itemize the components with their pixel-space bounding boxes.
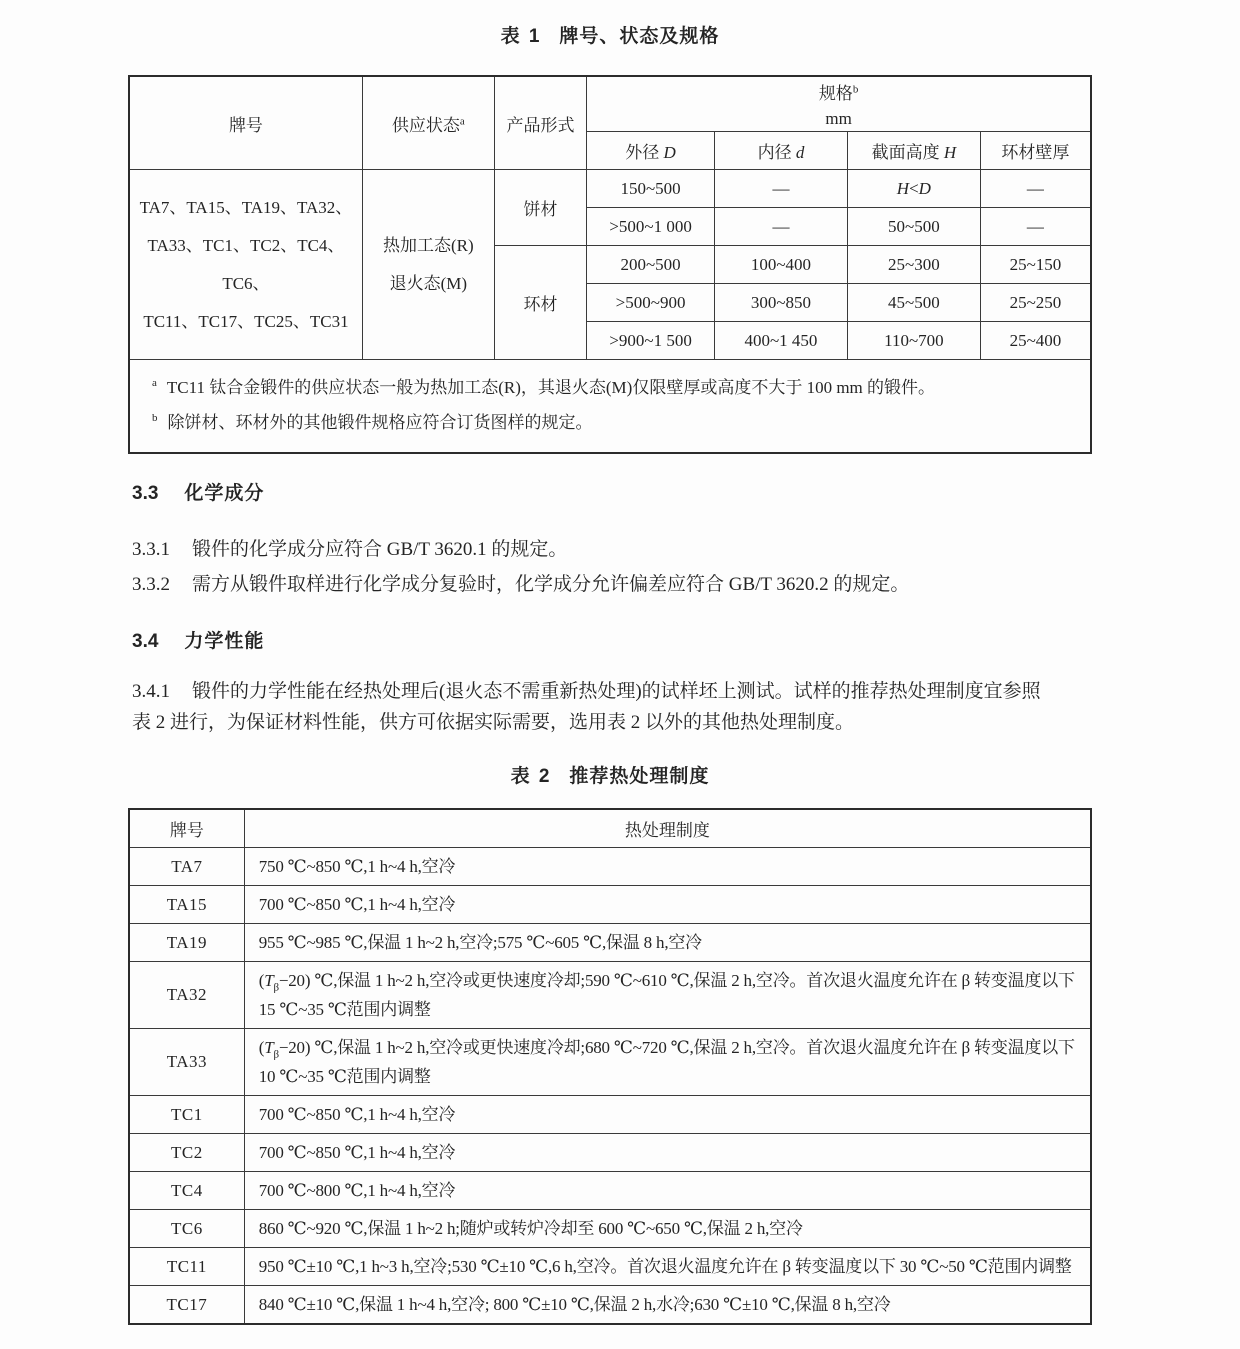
footnote-b [152,405,1080,440]
spec-cell: 50~500 [847,208,980,246]
table2-grade-cell: TC11 [129,1248,244,1286]
table1-title-label: 表 1 [500,26,542,47]
table2-grade-cell: TC2 [129,1134,244,1172]
para-number: 3.3.2 [132,574,170,595]
para-number: 3.3.1 [132,539,170,560]
spec-cell: 400~1 450 [715,322,848,360]
spec-cell: — [715,208,848,246]
spec-cell: >900~1 500 [587,322,715,360]
table2-regime-cell: $(T_\beta-20)$ ℃,保温 1 h~2 h,空冷或更快速度冷却;590 ℃~610 ℃,保温 2 h,空冷。首次退火温度允许在 β 转变温度以下 15 ℃~35 ℃范围内调整 [244,962,1091,1029]
table1-header-outer-diameter: 外径 D [587,132,715,170]
table1-header-spec-unit: mm [825,109,852,128]
clause-title: 力学性能 [184,631,265,652]
table2-header-row [129,809,1091,848]
para-number: 3.4.1 [132,681,170,702]
table2-grade-cell: TC1 [129,1096,244,1134]
spec-cell: 25~250 [980,284,1091,322]
table2-row [129,1286,1091,1325]
table1-header-form: 产品形式 [494,76,586,170]
table1-header-inner-diameter: 内径 d [715,132,848,170]
grade-line: TC11、TC17、TC25、TC31 [143,311,349,331]
table1-footnote-row [129,360,1091,454]
table2-regime-cell: 955 ℃~985 ℃,保温 1 h~2 h,空冷;575 ℃~605 ℃,保温 8 h,空冷 [244,924,1091,962]
table1-form-cell-disc: 饼材 [494,170,586,246]
footnote-a [152,370,1080,405]
table1-header-section-height: 截面高度 H [847,132,980,170]
table2-grade-cell: TC17 [129,1286,244,1325]
spec-cell: 25~300 [847,246,980,284]
table2-regime-cell: 860 ℃~920 ℃,保温 1 h~2 h;随炉或转炉冷却至 600 ℃~650 ℃,保温 2 h,空冷 [244,1210,1091,1248]
table1-title [128,26,1092,48]
spec-cell: — [715,170,848,208]
table2-title-label: 表 2 [510,766,552,787]
table2-regime-cell: 700 ℃~850 ℃,1 h~4 h,空冷 [244,1096,1091,1134]
table2-row [129,962,1091,1029]
table2-grade-cell: TC6 [129,1210,244,1248]
grade-line: TA33、TC1、TC2、TC4、TC6、 [147,235,345,293]
spec-cell: 300~850 [715,284,848,322]
clause-para-3-3-1 [132,532,1042,567]
clause-heading-3-3 [132,482,1092,506]
table2-regime-cell: 700 ℃~850 ℃,1 h~4 h,空冷 [244,886,1091,924]
spec-cell: 110~700 [847,322,980,360]
spec-cell: 200~500 [587,246,715,284]
table2-grade-cell: TA33 [129,1029,244,1096]
table2-title-text: 推荐热处理制度 [569,766,710,787]
table2-regime-cell: 950 ℃±10 ℃,1 h~3 h,空冷;530 ℃±10 ℃,6 h,空冷。首次退火温度允许在 β 转变温度以下 30 ℃~50 ℃范围内调整 [244,1248,1091,1286]
spec-cell: 100~400 [715,246,848,284]
para-text: 需方从锻件取样进行化学成分复验时，化学成分允许偏差应符合 GB/T 3620.2 的规定。 [192,574,910,595]
table2-row [129,1210,1091,1248]
table2-grade-cell: TA32 [129,962,244,1029]
table2-grade-cell: TA7 [129,848,244,886]
table2-regime-cell: 840 ℃±10 ℃,保温 1 h~4 h,空冷; 800 ℃±10 ℃,保温 2 h,水冷;630 ℃±10 ℃,保温 8 h,空冷 [244,1286,1091,1325]
spec-cell: 150~500 [587,170,715,208]
clause-heading-3-4 [132,630,1092,654]
spec-cell: — [980,208,1091,246]
para-text: 锻件的化学成分应符合 GB/T 3620.1 的规定。 [192,539,568,560]
footnote-a-text: TC11 钛合金锻件的供应状态一般为热加工态(R)，其退火态(M)仅限壁厚或高度不大于 100 mm 的锻件。 [166,378,936,397]
table1-form-cell-ring: 环材 [494,246,586,360]
footnote-b-text: 除饼材、环材外的其他锻件规格应符合订货图样的规定。 [167,413,593,432]
table1-header-spec-name: 规格$^b$ [818,83,859,103]
table2-row [129,1248,1091,1286]
state-line: 热加工态(R) [383,235,474,255]
table2-title [128,766,1092,788]
clause-number: 3.4 [132,631,159,652]
table2-row [129,1029,1091,1096]
table2-regime-cell: 700 ℃~800 ℃,1 h~4 h,空冷 [244,1172,1091,1210]
spec-cell: >500~1 000 [587,208,715,246]
table1-row [129,170,1091,208]
table2-row [129,1096,1091,1134]
table1-header-row-1 [129,76,1091,132]
clause-number: 3.3 [132,483,159,504]
table1-header-state: 供应状态$^a$ [362,76,494,170]
table1-title-text: 牌号、状态及规格 [559,26,720,47]
footnote-a-marker: a [152,377,157,390]
table2-row [129,1172,1091,1210]
clause-para-3-3-2 [132,567,1042,602]
spec-cell: >500~900 [587,284,715,322]
table1-grade-cell [129,170,362,360]
table2-regime-cell: $(T_\beta-20)$ ℃,保温 1 h~2 h,空冷或更快速度冷却;680 ℃~720 ℃,保温 2 h,空冷。首次退火温度允许在 β 转变温度以下 10 ℃~35 ℃范围内调整 [244,1029,1091,1096]
spec-cell: 25~150 [980,246,1091,284]
clause-para-3-4-1 [132,676,1042,738]
table1-spec-table [128,75,1092,454]
table1-footnotes [129,360,1091,454]
table2-header-regime: 热处理制度 [244,809,1091,848]
table1-header-grade: 牌号 [129,76,362,170]
state-line: 退火态(M) [389,273,468,293]
table2-grade-cell: TC4 [129,1172,244,1210]
table2-heat-treatment-table [128,808,1092,1325]
table2-grade-cell: TA15 [129,886,244,924]
grade-line: TA7、TA15、TA19、TA32、 [139,197,353,217]
table2-row [129,886,1091,924]
table1-state-cell [362,170,494,360]
table1-header-spec [587,76,1091,132]
spec-cell: — [980,170,1091,208]
footnote-b-marker: b [152,412,158,425]
table1-header-ring-wall: 环材壁厚 [980,132,1091,170]
spec-cell: 25~400 [980,322,1091,360]
table2-grade-cell: TA19 [129,924,244,962]
table2-regime-cell: 750 ℃~850 ℃,1 h~4 h,空冷 [244,848,1091,886]
table2-header-grade: 牌号 [129,809,244,848]
table2-row [129,1134,1091,1172]
table2-row [129,924,1091,962]
table2-row [129,848,1091,886]
spec-cell: H<D [847,170,980,208]
table2-regime-cell: 700 ℃~850 ℃,1 h~4 h,空冷 [244,1134,1091,1172]
spec-cell: 45~500 [847,284,980,322]
para-text: 锻件的力学性能在经热处理后(退火态不需重新热处理)的试样坯上测试。试样的推荐热处理制度宜参照表 2 进行，为保证材料性能，供方可依据实际需要，选用表 2 以外的其他热处理制度。 [132,681,1041,733]
clause-title: 化学成分 [184,483,265,504]
